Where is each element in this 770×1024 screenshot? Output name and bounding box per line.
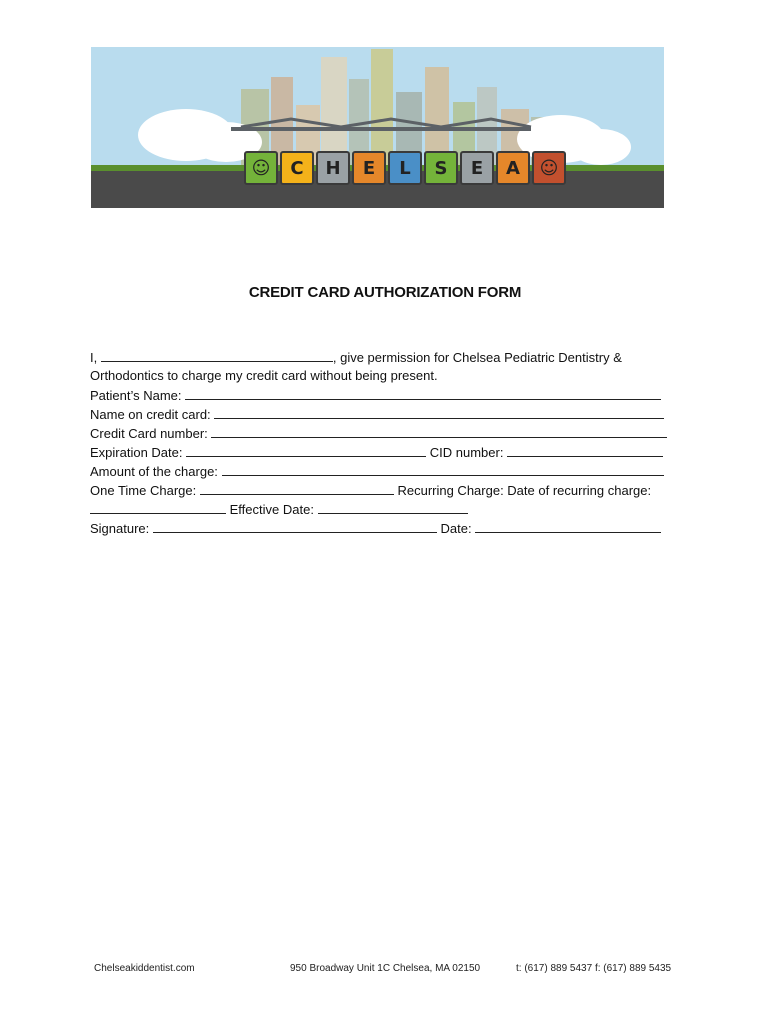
name-on-card-label: Name on credit card: (90, 407, 211, 422)
expiration-row (90, 443, 663, 461)
logo-letter-block: H (316, 151, 350, 185)
expiration-field[interactable] (186, 443, 426, 457)
logo-letter-block: C (280, 151, 314, 185)
card-number-field[interactable] (211, 424, 667, 438)
date-label: Date: (440, 521, 472, 536)
effective-date-field[interactable] (318, 500, 468, 514)
logo-letter-block: E (460, 151, 494, 185)
logo-letter-block: S (424, 151, 458, 185)
intro-line-2: Orthodontics to charge my credit card without being present. (90, 368, 438, 383)
logo-letter-block: A (496, 151, 530, 185)
tooth-block-icon: ☺ (244, 151, 278, 185)
effective-date-row (90, 500, 468, 518)
signature-label: Signature: (90, 521, 150, 536)
recurring-date-field[interactable] (90, 500, 226, 514)
footer-website: Chelseakiddentist.com (94, 963, 195, 974)
recurring-label: Recurring Charge: Date of recurring charge: (397, 483, 652, 498)
banner-tagline: Pediatric Dentistry and Orthodontics (238, 233, 517, 248)
name-on-card-field[interactable] (214, 405, 664, 419)
one-time-charge-field[interactable] (200, 481, 394, 495)
cid-field[interactable] (507, 443, 663, 457)
logo-letter-block: L (388, 151, 422, 185)
footer-address: 950 Broadway Unit 1C Chelsea, MA 02150 (290, 963, 481, 974)
name-on-card-row (90, 405, 664, 423)
practice-banner (91, 47, 664, 248)
card-number-label: Credit Card number: (90, 426, 208, 441)
intro-line (90, 348, 622, 366)
amount-row (90, 462, 664, 480)
signature-field[interactable] (153, 519, 437, 533)
charge-type-row (90, 481, 651, 499)
logo-letter-block: E (352, 151, 386, 185)
cid-label: CID number: (429, 445, 504, 460)
patient-name-row (90, 386, 661, 404)
signature-row (90, 519, 661, 537)
card-number-row (90, 424, 667, 442)
footer-phones: t: (617) 889 5437 f: (617) 889 5435 (516, 963, 672, 974)
intro-prefix: I, (90, 350, 98, 365)
patient-name-field[interactable] (185, 386, 661, 400)
amount-label: Amount of the charge: (90, 464, 218, 479)
logo-letter-blocks (244, 147, 566, 189)
intro-suffix: , give permission for Chelsea Pediatric Dentistry & (332, 350, 622, 365)
form-title: CREDIT CARD AUTHORIZATION FORM (248, 284, 522, 301)
one-time-label: One Time Charge: (90, 483, 197, 498)
patient-name-label: Patient’s Name: (90, 388, 182, 403)
authorizer-name-field[interactable] (101, 348, 333, 362)
expiration-label: Expiration Date: (90, 445, 183, 460)
date-field[interactable] (475, 519, 661, 533)
tooth-block-icon: ☺ (532, 151, 566, 185)
amount-field[interactable] (222, 462, 664, 476)
effective-date-label: Effective Date: (229, 502, 314, 517)
